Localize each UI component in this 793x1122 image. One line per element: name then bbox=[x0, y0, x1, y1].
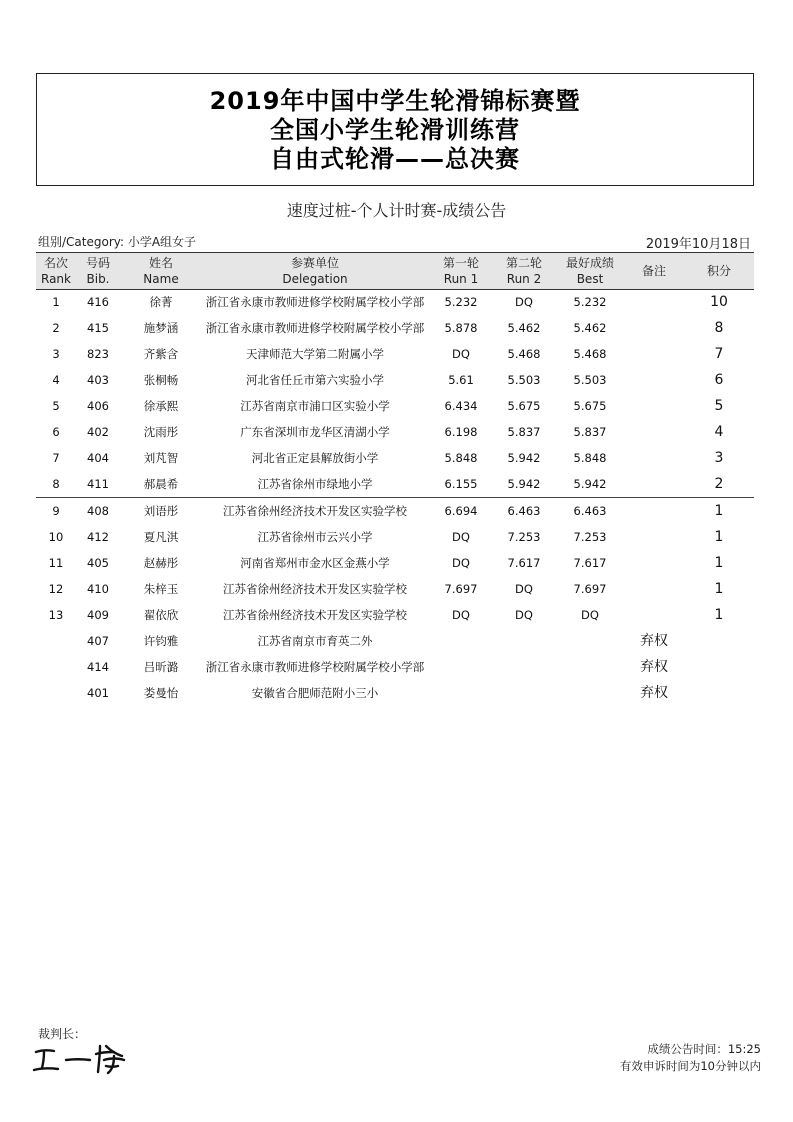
header-best-cn: 最好成绩 bbox=[565, 256, 614, 270]
header-run1-en: Run 1 bbox=[443, 272, 479, 286]
title-line-2: 全国小学生轮滑训练营 bbox=[270, 116, 520, 144]
header-name-en: Name bbox=[143, 272, 179, 286]
cell-run2: 7.253 bbox=[507, 530, 541, 544]
cell-rank: 13 bbox=[48, 608, 64, 622]
cell-run2: 5.675 bbox=[507, 399, 541, 413]
cell-bib: 409 bbox=[87, 608, 109, 622]
cell-name: 刘语彤 bbox=[143, 504, 179, 518]
cell-run1: DQ bbox=[452, 608, 470, 622]
cell-score: 1 bbox=[714, 529, 724, 545]
header-bib-en: Bib. bbox=[86, 272, 110, 286]
cell-best: 7.253 bbox=[573, 530, 607, 544]
cell-bib: 403 bbox=[87, 373, 109, 387]
cell-bib: 408 bbox=[87, 504, 109, 518]
cell-run2: 5.837 bbox=[507, 425, 541, 439]
cell-name: 许钧雅 bbox=[143, 634, 179, 648]
cell-rank: 9 bbox=[52, 504, 60, 518]
header-note: 备注 bbox=[641, 264, 666, 278]
cell-rank: 2 bbox=[52, 321, 60, 335]
header-run2 bbox=[498, 255, 550, 287]
cell-run2: 5.503 bbox=[507, 373, 541, 387]
header-name-cn: 姓名 bbox=[148, 256, 173, 270]
cell-score: 3 bbox=[714, 450, 724, 466]
cell-delegation: 广东省深圳市龙华区清湖小学 bbox=[240, 425, 390, 439]
cell-name: 施梦涵 bbox=[143, 321, 179, 335]
cell-rank: 1 bbox=[52, 295, 60, 309]
cell-run1: 7.697 bbox=[444, 582, 478, 596]
header-run1-cn: 第一轮 bbox=[442, 256, 479, 270]
cell-delegation: 江苏省徐州市云兴小学 bbox=[257, 530, 373, 544]
cell-delegation: 江苏省徐州经济技术开发区实验学校 bbox=[223, 608, 407, 622]
cell-rank: 3 bbox=[52, 347, 60, 361]
header-rank-cn: 名次 bbox=[43, 256, 68, 270]
cell-run2: 5.462 bbox=[507, 321, 541, 335]
cell-score: 1 bbox=[714, 581, 724, 597]
cell-name: 翟依欣 bbox=[143, 608, 179, 622]
cell-run2: DQ bbox=[515, 582, 533, 596]
cell-name: 沈雨彤 bbox=[143, 425, 179, 439]
cell-bib: 402 bbox=[87, 425, 109, 439]
cell-delegation: 河北省任丘市第六实验小学 bbox=[246, 373, 384, 387]
cell-run1: DQ bbox=[452, 530, 470, 544]
cell-bib: 407 bbox=[87, 634, 109, 648]
cell-bib: 405 bbox=[87, 556, 109, 570]
cell-run2: 5.942 bbox=[507, 451, 541, 465]
cell-best: 6.463 bbox=[573, 504, 607, 518]
cell-bib: 416 bbox=[87, 295, 109, 309]
cell-score: 1 bbox=[714, 503, 724, 519]
header-run1 bbox=[435, 255, 487, 287]
table-row bbox=[0, 315, 793, 341]
cell-score: 4 bbox=[714, 424, 724, 440]
table-row bbox=[0, 498, 793, 524]
cell-best: 5.848 bbox=[573, 451, 607, 465]
cell-best: 5.468 bbox=[573, 347, 607, 361]
cell-rank: 11 bbox=[48, 556, 64, 570]
cell-name: 朱梓玉 bbox=[143, 582, 179, 596]
cell-delegation: 浙江省永康市教师进修学校附属学校小学部 bbox=[205, 321, 425, 335]
category-label: 组别/Category: 小学A组女子 bbox=[38, 235, 197, 249]
cell-rank: 12 bbox=[48, 582, 64, 596]
table-row bbox=[0, 524, 793, 550]
cell-rank: 6 bbox=[52, 425, 60, 439]
cell-run1: 6.198 bbox=[444, 425, 478, 439]
header-bib-cn: 号码 bbox=[85, 256, 110, 270]
header-delegation bbox=[200, 255, 430, 287]
date-label: 2019年10月18日 bbox=[645, 237, 751, 252]
cell-delegation: 浙江省永康市教师进修学校附属学校小学部 bbox=[205, 660, 425, 674]
table-row bbox=[0, 341, 793, 367]
cell-run1: 6.434 bbox=[444, 399, 478, 413]
cell-delegation: 浙江省永康市教师进修学校附属学校小学部 bbox=[205, 295, 425, 309]
cell-delegation: 江苏省徐州经济技术开发区实验学校 bbox=[223, 504, 407, 518]
cell-bib: 411 bbox=[87, 477, 109, 491]
cell-bib: 414 bbox=[87, 660, 109, 674]
header-name bbox=[125, 255, 197, 287]
cell-name: 吕昕潞 bbox=[143, 660, 179, 674]
cell-best: 5.503 bbox=[573, 373, 607, 387]
cell-bib: 415 bbox=[87, 321, 109, 335]
cell-bib: 406 bbox=[87, 399, 109, 413]
header-run2-cn: 第二轮 bbox=[505, 256, 542, 270]
cell-best: 5.837 bbox=[573, 425, 607, 439]
cell-bib: 401 bbox=[87, 686, 109, 700]
header-bib bbox=[78, 255, 118, 287]
table-row bbox=[0, 550, 793, 576]
header-rank-en: Rank bbox=[41, 272, 71, 286]
cell-delegation: 江苏省南京市浦口区实验小学 bbox=[240, 399, 390, 413]
referee-label: 裁判长： bbox=[38, 1027, 87, 1041]
cell-bib: 823 bbox=[87, 347, 109, 361]
cell-score: 2 bbox=[714, 476, 724, 492]
cell-note: 弃权 bbox=[640, 633, 668, 649]
cell-delegation: 河南省郑州市金水区金燕小学 bbox=[240, 556, 390, 570]
cell-best: 7.697 bbox=[573, 582, 607, 596]
cell-run2: 5.942 bbox=[507, 477, 541, 491]
cell-score: 8 bbox=[714, 320, 724, 336]
table-row bbox=[0, 393, 793, 419]
cell-run1: 5.61 bbox=[448, 373, 474, 387]
header-delegation-cn: 参赛单位 bbox=[290, 256, 339, 270]
cell-bib: 412 bbox=[87, 530, 109, 544]
cell-score: 7 bbox=[714, 346, 724, 362]
cell-run1: 5.878 bbox=[444, 321, 478, 335]
table-row bbox=[0, 628, 793, 654]
cell-run1: 5.848 bbox=[444, 451, 478, 465]
cell-name: 夏凡淇 bbox=[143, 530, 179, 544]
appeal-note: 有效申诉时间为10分钟以内 bbox=[619, 1059, 761, 1073]
table-row bbox=[0, 602, 793, 628]
header-run2-en: Run 2 bbox=[506, 272, 542, 286]
cell-name: 张桐畅 bbox=[143, 373, 179, 387]
table-row bbox=[0, 471, 793, 497]
cell-bib: 404 bbox=[87, 451, 109, 465]
title-line-3: 自由式轮滑——总决赛 bbox=[270, 145, 520, 173]
cell-score: 5 bbox=[714, 398, 724, 414]
cell-best: 5.675 bbox=[573, 399, 607, 413]
table-row bbox=[0, 289, 793, 315]
cell-score: 10 bbox=[710, 294, 728, 310]
cell-bib: 410 bbox=[87, 582, 109, 596]
cell-delegation: 江苏省徐州经济技术开发区实验学校 bbox=[223, 582, 407, 596]
header-score: 积分 bbox=[706, 264, 731, 278]
results-subtitle: 速度过桩-个人计时赛-成绩公告 bbox=[286, 201, 507, 220]
cell-delegation: 安徽省合肥师范附小三小 bbox=[251, 686, 379, 700]
cell-run2: 6.463 bbox=[507, 504, 541, 518]
cell-run2: DQ bbox=[515, 295, 533, 309]
cell-delegation: 河北省正定县解放街小学 bbox=[251, 451, 379, 465]
cell-delegation: 江苏省徐州市绿地小学 bbox=[257, 477, 373, 491]
title-line-1: 2019年中国中学生轮滑锦标赛暨 bbox=[209, 87, 581, 115]
header-rank bbox=[36, 255, 76, 287]
cell-best: 5.942 bbox=[573, 477, 607, 491]
cell-run2: 5.468 bbox=[507, 347, 541, 361]
table-row bbox=[0, 576, 793, 602]
cell-rank: 8 bbox=[52, 477, 60, 491]
cell-best: DQ bbox=[581, 608, 599, 622]
table-row bbox=[0, 419, 793, 445]
header-best bbox=[560, 255, 620, 287]
cell-name: 刘芃智 bbox=[143, 451, 179, 465]
cell-run1: 6.155 bbox=[444, 477, 478, 491]
cell-score: 1 bbox=[714, 555, 724, 571]
cell-name: 娄曼怡 bbox=[143, 686, 179, 700]
table-row bbox=[0, 445, 793, 471]
cell-score: 1 bbox=[714, 607, 724, 623]
cell-name: 徐菁 bbox=[149, 295, 173, 309]
table-row bbox=[0, 367, 793, 393]
cell-run1: DQ bbox=[452, 347, 470, 361]
cell-rank: 7 bbox=[52, 451, 60, 465]
title-box bbox=[36, 73, 754, 186]
announce-time: 成绩公告时间：15:25 bbox=[647, 1042, 761, 1056]
cell-run1: DQ bbox=[452, 556, 470, 570]
cell-rank: 5 bbox=[52, 399, 60, 413]
header-best-en: Best bbox=[576, 272, 604, 286]
cell-rank: 4 bbox=[52, 373, 60, 387]
cell-name: 赵赫彤 bbox=[143, 556, 179, 570]
cell-delegation: 天津师范大学第二附属小学 bbox=[246, 347, 384, 361]
cell-name: 徐承熙 bbox=[143, 399, 179, 413]
header-delegation-en: Delegation bbox=[282, 272, 348, 286]
cell-score: 6 bbox=[714, 372, 724, 388]
table-row bbox=[0, 654, 793, 680]
cell-note: 弃权 bbox=[640, 685, 668, 701]
cell-run1: 5.232 bbox=[444, 295, 478, 309]
cell-note: 弃权 bbox=[640, 659, 668, 675]
cell-name: 郝晨希 bbox=[143, 477, 179, 491]
cell-best: 7.617 bbox=[573, 556, 607, 570]
cell-run2: DQ bbox=[515, 608, 533, 622]
cell-rank: 10 bbox=[48, 530, 64, 544]
cell-name: 齐紫含 bbox=[143, 347, 179, 361]
cell-best: 5.232 bbox=[573, 295, 607, 309]
cell-best: 5.462 bbox=[573, 321, 607, 335]
cell-run2: 7.617 bbox=[507, 556, 541, 570]
table-row bbox=[0, 680, 793, 706]
cell-run1: 6.694 bbox=[444, 504, 478, 518]
referee-signature bbox=[30, 1040, 130, 1076]
cell-delegation: 江苏省南京市育英二外 bbox=[257, 634, 373, 648]
